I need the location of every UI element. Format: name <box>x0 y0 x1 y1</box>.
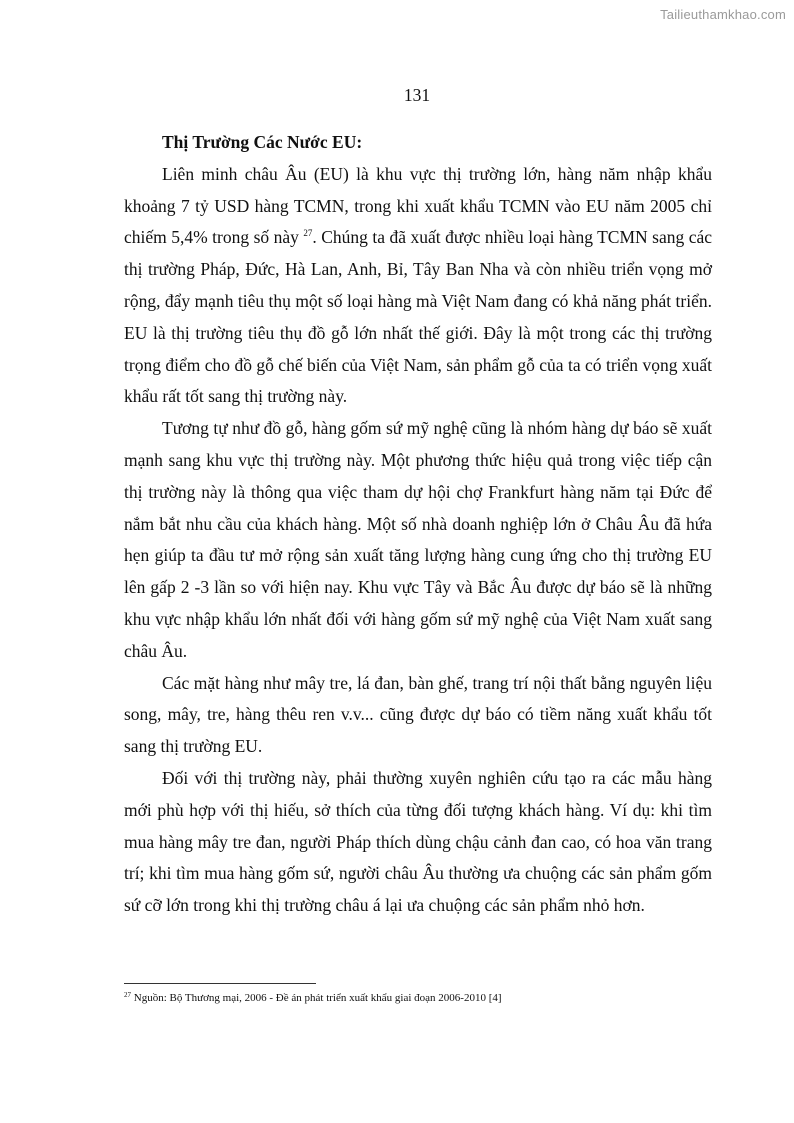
paragraph-1 <box>124 159 712 413</box>
footnote-divider <box>124 983 316 984</box>
footnote <box>124 991 724 1005</box>
paragraph-1-text-before: Liên minh châu Âu (EU) là khu vực thị trường lớn, hàng năm nhập khẩu khoảng 7 tỷ USD hàng TCMN, trong khi xuất khẩu TCMN vào EU năm 2005 chỉ chiếm 5,4% trong số này <box>124 163 712 248</box>
paragraph-4: Đối với thị trường này, phải thường xuyên nghiên cứu tạo ra các mẫu hàng mới phù hợp với thị hiếu, sở thích của từng đối tượng khách hàng. Ví dụ: khi tìm mua hàng mây tre đan, người Pháp thích dùng chậu cảnh đan cao, có hoa văn trang trí; khi tìm mua hàng gốm sứ, người châu Âu thường ưa chuộng các sản phẩm gốm sứ cỡ lớn trong khi thị trường châu á lại ưa chuộng các sản phẩm nhỏ hơn. <box>124 767 712 916</box>
document-body <box>124 127 712 922</box>
paragraph-1-text-after: . Chúng ta đã xuất được nhiều loại hàng TCMN sang các thị trường Pháp, Đức, Hà Lan, Anh, Bỉ, Tây Ban Nha và còn nhiều triển vọng mở rộng, đẩy mạnh tiêu thụ một số loại hàng mà Việt Nam đang có khả năng phát triển. EU là thị trường tiêu thụ đồ gỗ lớn nhất thế giới. Đây là một trong các thị trường trọng điểm cho đồ gỗ chế biến của Việt Nam, sản phẩm gỗ của ta có triển vọng xuất khẩu rất tốt sang thị trường này. <box>124 227 713 407</box>
footnote-reference[interactable]: 27 <box>303 228 313 239</box>
footnote-text: Nguồn: Bộ Thương mại, 2006 - Đề án phát triển xuất khẩu giai đoạn 2006-2010 [4] <box>131 992 502 1004</box>
section-heading: Thị Trường Các Nước EU: <box>162 132 363 152</box>
paragraph-2: Tương tự như đồ gỗ, hàng gốm sứ mỹ nghệ cũng là nhóm hàng dự báo sẽ xuất mạnh sang khu vực thị trường này. Một phương thức hiệu quả trong việc tiếp cận thị trường này là thông qua việc tham dự hội chợ Frankfurt hàng năm tại Đức để nắm bắt nhu cầu của khách hàng. Một số nhà doanh nghiệp lớn ở Châu Âu đã hứa hẹn giúp ta đầu tư mở rộng sản xuất tăng lượng hàng cung ứng cho thị trường EU lên gấp 2 -3 lần so với hiện nay. Khu vực Tây và Bắc Âu được dự báo sẽ là những khu vực nhập khẩu lớn nhất đối với hàng gốm sứ mỹ nghệ của Việt Nam xuất sang châu Âu. <box>124 418 712 661</box>
page-number: 131 <box>403 85 431 105</box>
footnote-marker: 27 <box>124 991 131 999</box>
paragraph-3: Các mặt hàng như mây tre, lá đan, bàn ghế, trang trí nội thất bằng nguyên liệu song, mây, tre, hàng thêu ren v.v... cũng được dự báo có tiềm năng xuất khẩu tốt sang thị trường EU. <box>124 672 712 757</box>
watermark: Tailieuthamkhao.com <box>660 7 786 22</box>
